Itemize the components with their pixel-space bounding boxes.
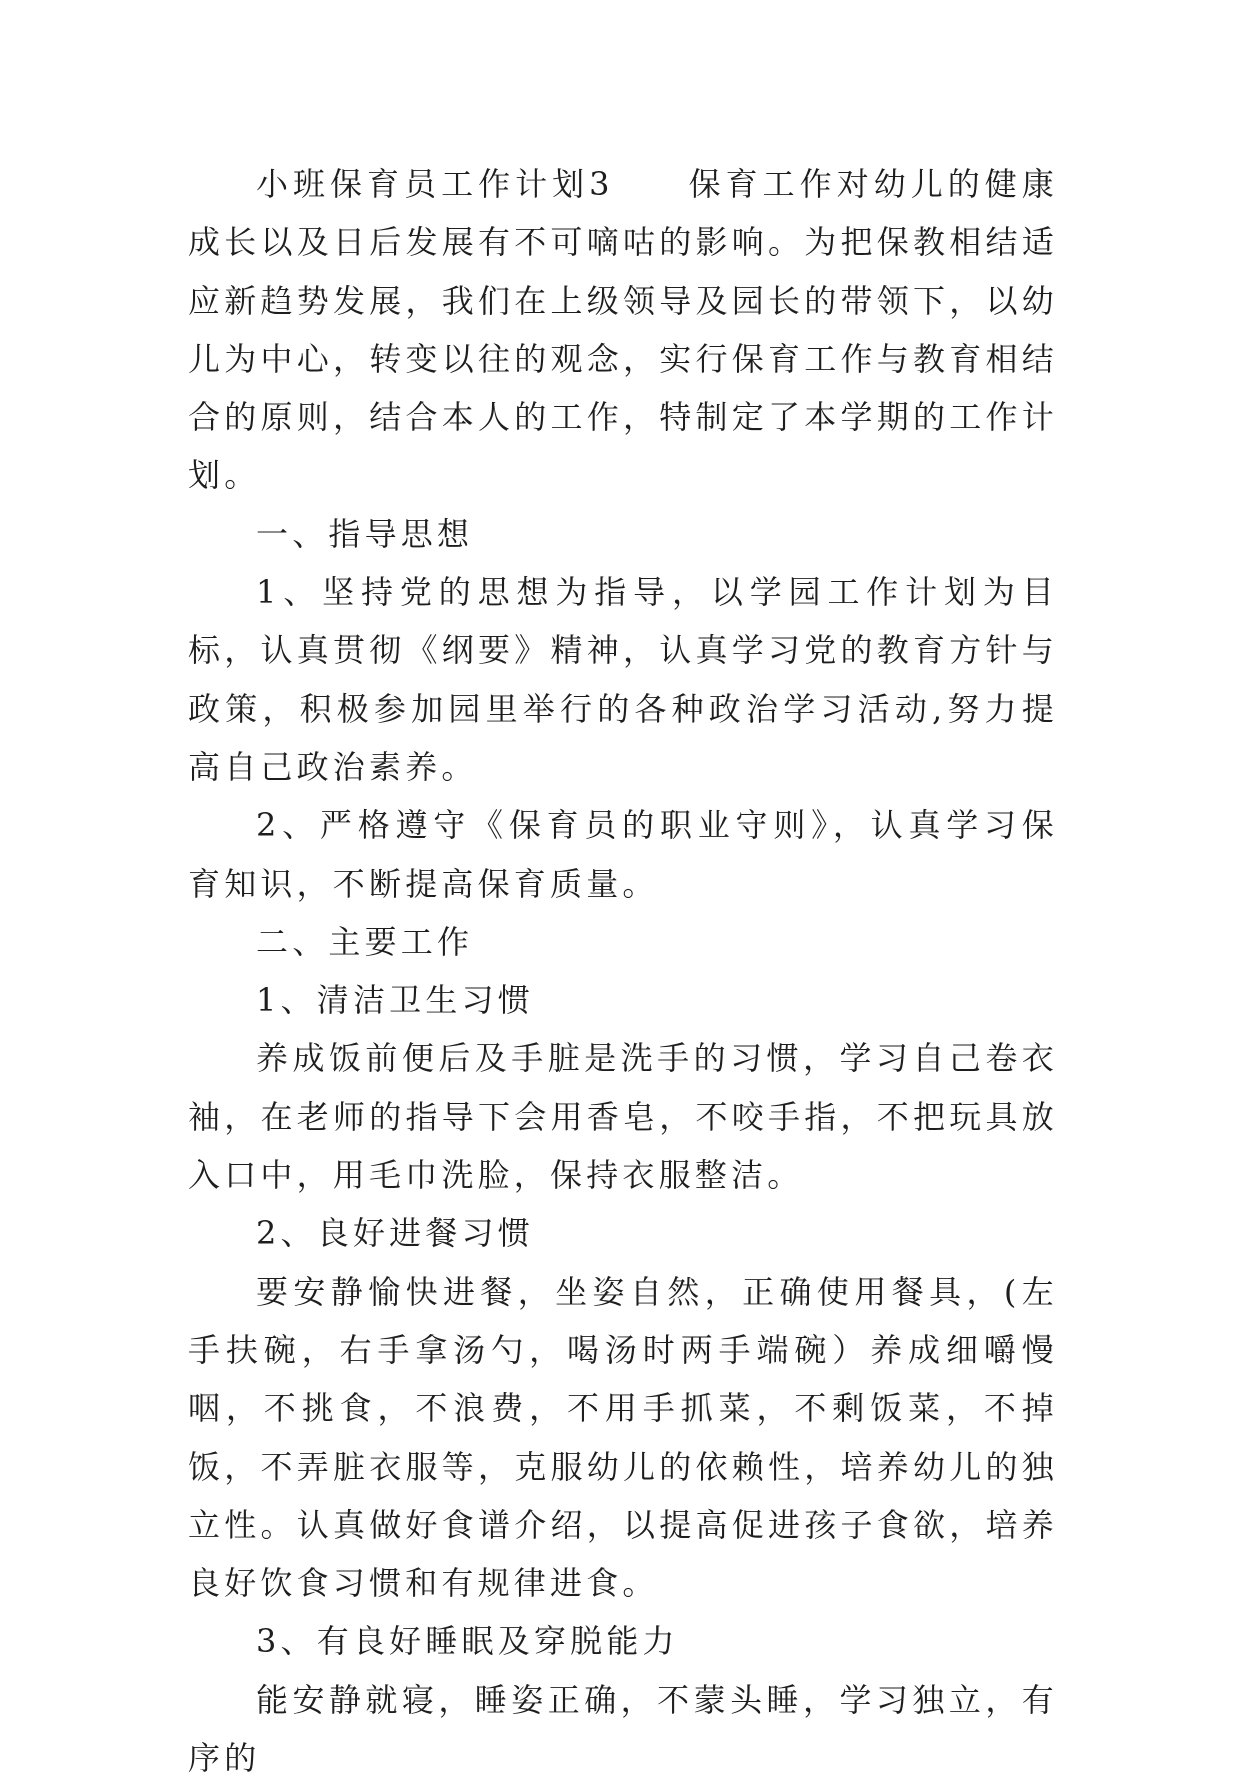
eating-habits-paragraph: 要安静愉快进餐，坐姿自然，正确使用餐具，(左手扶碗，右手拿汤勺，喝汤时两手端碗）养成细嚼慢咽，不挑食，不浪费，不用手抓菜，不剩饭菜，不掉饭，不弄脏衣服等，克服幼儿的依赖性，培养幼儿的独立性。认真做好食谱介绍，以提高促进孩子食欲，培养良好饮食习惯和有规律进食。 <box>188 1272 1058 1603</box>
guiding-item-2: 2、严格遵守《保育员的职业守则》，认真学习保育知识，不断提高保育质量。 <box>188 806 1058 903</box>
subheading-hygiene-habits: 1、清洁卫生习惯 <box>256 981 534 1020</box>
intro-paragraph: 小班保育员工作计划3 保育工作对幼儿的健康成长以及日后发展有不可嘀咕的影响。为把保教相结适应新趋势发展，我们在上级领导及园长的带领下，以幼儿为中心，转变以往的观念，实行保育工作与教育相结合的原则，结合本人的工作，特制定了本学期的工作计划。 <box>188 165 1058 495</box>
document-body <box>188 155 1058 1787</box>
sleep-dressing-paragraph: 能安静就寝，睡姿正确，不蒙头睡，学习独立，有序的 <box>188 1680 1058 1778</box>
subheading-sleep-dressing: 3、有良好睡眠及穿脱能力 <box>256 1622 679 1661</box>
section-heading-guiding-ideology: 一、指导思想 <box>256 514 474 553</box>
section-heading-main-work: 二、主要工作 <box>256 922 474 961</box>
hygiene-habits-paragraph: 养成饭前便后及手脏是洗手的习惯，学习自己卷衣袖，在老师的指导下会用香皂，不咬手指，不把玩具放入口中，用毛巾洗脸，保持衣服整洁。 <box>188 1039 1058 1195</box>
guiding-item-1: 1、坚持党的思想为指导，以学园工作计划为目标，认真贯彻《纲要》精神，认真学习党的教育方针与政策，积极参加园里举行的各种政治学习活动,努力提高自己政治素养。 <box>188 573 1058 786</box>
subheading-eating-habits: 2、良好进餐习惯 <box>256 1214 534 1253</box>
